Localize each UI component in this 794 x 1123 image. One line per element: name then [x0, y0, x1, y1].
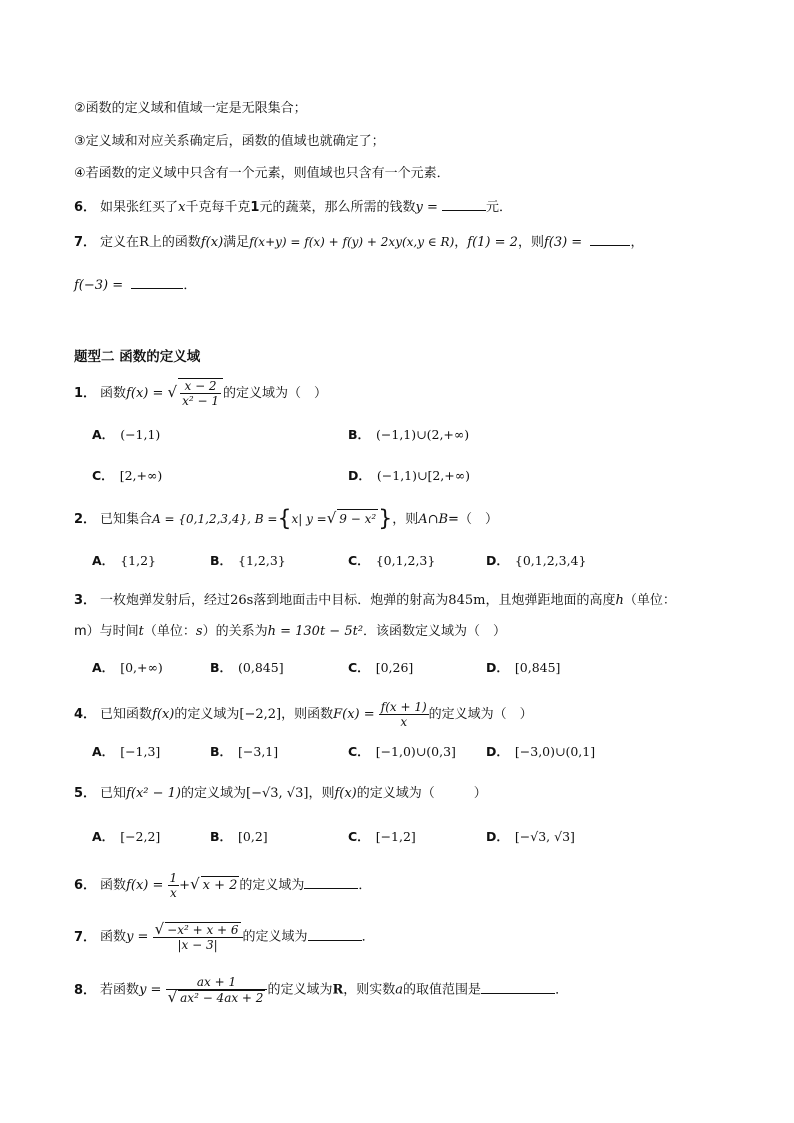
- denominator: x: [168, 885, 180, 900]
- var-h: h: [615, 593, 624, 608]
- option-label: A．: [92, 744, 115, 759]
- option-label: D．: [348, 468, 371, 483]
- p4-option-d[interactable]: [486, 743, 595, 761]
- option-value: [−1,3]: [120, 744, 161, 759]
- text: 的取值范围是: [403, 982, 482, 998]
- question-number: 2．: [74, 512, 97, 527]
- p4-option-c[interactable]: [348, 743, 456, 761]
- text: ．: [183, 278, 197, 293]
- domain: [−2,2]: [239, 707, 282, 722]
- text: ，则: [392, 512, 419, 527]
- text: ．: [358, 878, 372, 893]
- option-value: [−3,0)∪(0,1]: [514, 744, 596, 759]
- p2-option-a[interactable]: [92, 552, 156, 570]
- text: 函数: [100, 386, 127, 401]
- question-number: 4．: [74, 707, 97, 722]
- option-label: D．: [486, 553, 509, 568]
- option-label: D．: [486, 829, 509, 844]
- intersection: A∩B: [418, 512, 449, 527]
- sqrt-sign: √: [167, 988, 178, 1006]
- text: 的定义域为: [174, 707, 240, 722]
- var-t: t: [138, 624, 144, 639]
- p5-option-d[interactable]: [486, 828, 575, 846]
- fx: f(x): [334, 786, 357, 801]
- fraction: [168, 871, 180, 900]
- set-B: x| y =: [291, 512, 327, 526]
- set-R: R: [139, 235, 149, 250]
- radicand: x + 2: [202, 878, 238, 893]
- fraction: [166, 975, 268, 1005]
- answer-blank[interactable]: [481, 981, 555, 994]
- fx: f(x) =: [126, 386, 164, 401]
- text: 已知函数: [100, 707, 153, 722]
- fm3: f(−3) =: [74, 278, 124, 293]
- problem-2: [74, 506, 498, 532]
- brace-close: }: [378, 506, 393, 532]
- fx: f(x): [152, 707, 175, 722]
- problem-5: [74, 785, 487, 803]
- sqrt-sign: √: [326, 509, 337, 527]
- var-s: s: [195, 624, 203, 639]
- Fx: F(x) =: [333, 707, 375, 722]
- option-label: C．: [348, 660, 370, 675]
- answer-blank[interactable]: [131, 276, 183, 289]
- question-7-fill-line2: [74, 276, 196, 295]
- question-number: 6．: [74, 200, 97, 215]
- sqrt-sign: √: [167, 383, 178, 401]
- option-value: (−1,1): [120, 427, 161, 442]
- text: 已知集合: [100, 512, 153, 527]
- statement-3: ③定义域和对应关系确定后，函数的值域也就确定了；: [74, 134, 385, 149]
- problem-7: [74, 922, 375, 952]
- text: 函数: [100, 929, 127, 945]
- answer-blank[interactable]: [304, 876, 358, 889]
- numerator: ax + 1: [196, 975, 237, 989]
- text: 的定义域为: [181, 786, 247, 801]
- option-label: A．: [92, 427, 115, 442]
- text: ，则: [517, 235, 544, 250]
- question-number: 3．: [74, 593, 97, 608]
- option-label: B．: [210, 829, 233, 844]
- option-value: [−1,2]: [375, 829, 416, 844]
- text: 元．: [486, 200, 513, 215]
- f1: f(1) = 2: [467, 235, 518, 250]
- problem-4: [74, 700, 533, 729]
- option-value: (0,845]: [238, 660, 284, 675]
- text: ．该函数定义域为（ ）: [363, 624, 507, 639]
- text: （单位：: [623, 593, 676, 608]
- text: ）的关系为: [202, 624, 268, 639]
- option-value: [−2,2]: [120, 829, 161, 844]
- fraction: [379, 700, 429, 729]
- option-label: C．: [348, 744, 370, 759]
- text: 一枚炮弹发射后，经过: [100, 593, 231, 608]
- question-number: 7．: [74, 235, 97, 250]
- radicand: ax² − 4ax + 2: [180, 991, 264, 1005]
- fx: f(x² − 1): [126, 786, 181, 801]
- question-number: 7．: [74, 929, 97, 945]
- option-label: B．: [348, 427, 371, 442]
- sqrt-sign: √: [154, 920, 165, 938]
- text: ，且炮弹距地面的高度: [485, 593, 616, 608]
- option-value: (−1,1)∪(2,+∞): [376, 427, 470, 442]
- domain: [−√3, √3]: [246, 786, 309, 801]
- brace-open: {: [277, 506, 292, 532]
- var-y: y: [415, 200, 423, 215]
- p1-option-d[interactable]: [348, 467, 470, 485]
- option-label: B．: [210, 744, 233, 759]
- problem-6: [74, 871, 371, 900]
- p2-option-b[interactable]: [210, 552, 286, 570]
- statement-4: ④若函数的定义域中只含有一个元素，则值域也只含有一个元素．: [74, 166, 450, 181]
- option-value: [0,845]: [514, 660, 561, 675]
- question-6-fill: [74, 198, 512, 217]
- sqrt-sign: √: [190, 875, 200, 893]
- functional-equation: f(x+y) = f(x) + f(y) + 2xy(x,y ∈ R): [249, 235, 455, 249]
- y: y =: [126, 929, 149, 945]
- option-value: [−1,0)∪(0,3]: [375, 744, 456, 759]
- radicand: [178, 378, 223, 408]
- p1-option-b[interactable]: [348, 426, 469, 444]
- fraction: [180, 379, 221, 408]
- denominator: |x − 3|: [153, 937, 243, 952]
- formula: h = 130t − 5t²: [267, 624, 364, 639]
- denominator: [166, 989, 268, 1005]
- f3: f(3) =: [543, 235, 583, 250]
- p3-option-c[interactable]: [348, 659, 413, 677]
- option-label: D．: [486, 744, 509, 759]
- y: y =: [139, 982, 162, 998]
- p1-option-a[interactable]: [92, 426, 160, 444]
- question-number: 1．: [74, 386, 97, 401]
- p4-option-b[interactable]: [210, 743, 278, 761]
- set-A: A = {0,1,2,3,4}, B =: [152, 512, 278, 526]
- option-value: [2,+∞): [119, 468, 163, 483]
- text: 定义在: [100, 235, 140, 250]
- text: ．: [361, 929, 375, 945]
- text: m）与时间: [74, 624, 139, 639]
- text: ，则实数: [343, 982, 396, 998]
- denominator: x² − 1: [182, 394, 219, 408]
- p3-option-a[interactable]: [92, 659, 163, 677]
- plus: +: [179, 878, 191, 893]
- option-value: {1,2,3}: [238, 553, 286, 568]
- text: 已知: [100, 786, 127, 801]
- option-value: [−3,1]: [238, 744, 279, 759]
- problem-8: [74, 975, 568, 1005]
- text: 落到地面击中目标．炮弹的射高为: [253, 593, 449, 608]
- p2-option-d[interactable]: [486, 552, 586, 570]
- p3-option-d[interactable]: [486, 659, 560, 677]
- text: =（ ）: [448, 512, 498, 527]
- option-label: A．: [92, 829, 115, 844]
- text: 上的函数: [148, 235, 201, 250]
- text: 如果张红买了: [100, 200, 179, 215]
- text: 满足: [223, 235, 250, 250]
- option-value: (−1,1)∪[2,+∞): [376, 468, 471, 483]
- text: 元的蔬菜，那么所需的钱数: [259, 200, 416, 215]
- problem-3: [74, 592, 676, 610]
- text: 若函数: [100, 982, 140, 998]
- answer-blank[interactable]: [590, 233, 630, 246]
- text: 的定义域为: [239, 878, 305, 893]
- text: 的定义域为（ ）: [356, 786, 487, 801]
- text: ，: [454, 235, 468, 250]
- option-value: [−√3, √3]: [514, 829, 575, 844]
- p5-option-a[interactable]: [92, 828, 160, 846]
- option-value: [0,2]: [238, 829, 268, 844]
- numerator: x − 2: [184, 379, 217, 393]
- question-number: 5．: [74, 786, 97, 801]
- option-label: C．: [92, 468, 114, 483]
- text: 函数: [100, 878, 127, 893]
- text: 的定义域为: [242, 929, 308, 945]
- question-number: 8．: [74, 982, 97, 998]
- option-value: {0,1,2,3}: [375, 553, 436, 568]
- option-label: B．: [210, 553, 233, 568]
- p3-option-b[interactable]: [210, 659, 284, 677]
- text: ，则: [308, 786, 335, 801]
- text: ．: [555, 982, 569, 998]
- option-value: [0,+∞): [120, 660, 163, 675]
- radicand: 9 − x²: [337, 509, 378, 528]
- numerator: f(x + 1): [380, 700, 427, 714]
- problem-3-line2: [74, 623, 506, 641]
- question-7-fill: [74, 233, 644, 252]
- value: 26s: [230, 593, 254, 608]
- set-R: R: [332, 982, 344, 998]
- option-label: A．: [92, 553, 115, 568]
- p5-option-b[interactable]: [210, 828, 268, 846]
- fraction: [153, 922, 243, 952]
- option-value: {0,1,2,3,4}: [514, 553, 587, 568]
- numerator: 1: [169, 871, 178, 885]
- answer-blank[interactable]: [308, 928, 362, 941]
- p1-option-c[interactable]: [92, 467, 162, 485]
- problem-1: [74, 378, 327, 408]
- p4-option-a[interactable]: [92, 743, 160, 761]
- equals: =: [422, 200, 443, 215]
- option-label: C．: [348, 553, 370, 568]
- option-label: D．: [486, 660, 509, 675]
- denominator: x: [379, 714, 429, 729]
- fx: f(x) =: [126, 878, 164, 893]
- p2-option-c[interactable]: [348, 552, 435, 570]
- statement-2: ②函数的定义域和值域一定是无限集合；: [74, 101, 307, 116]
- option-label: A．: [92, 660, 115, 675]
- fx: f(x): [200, 235, 224, 250]
- var-a: a: [395, 982, 404, 998]
- option-label: B．: [210, 660, 233, 675]
- text: 的定义域为（ ）: [222, 386, 327, 401]
- text: ，: [630, 235, 644, 250]
- numerator: [153, 922, 243, 937]
- option-value: [0,26]: [375, 660, 414, 675]
- option-label: C．: [348, 829, 370, 844]
- var-x: x: [178, 200, 186, 215]
- text: 千克每千克: [185, 200, 251, 215]
- p5-option-c[interactable]: [348, 828, 416, 846]
- value: 845m: [448, 593, 486, 608]
- question-number: 6．: [74, 878, 97, 893]
- section-title: 题型二 函数的定义域: [74, 349, 201, 365]
- text: ，则函数: [281, 707, 334, 722]
- answer-blank[interactable]: [442, 198, 486, 211]
- text: 的定义域为: [267, 982, 333, 998]
- text: 1: [250, 200, 260, 215]
- option-value: {1,2}: [120, 553, 156, 568]
- radicand: −x² + x + 6: [167, 923, 239, 937]
- text: （单位：: [143, 624, 196, 639]
- text: 的定义域为（ ）: [428, 707, 533, 722]
